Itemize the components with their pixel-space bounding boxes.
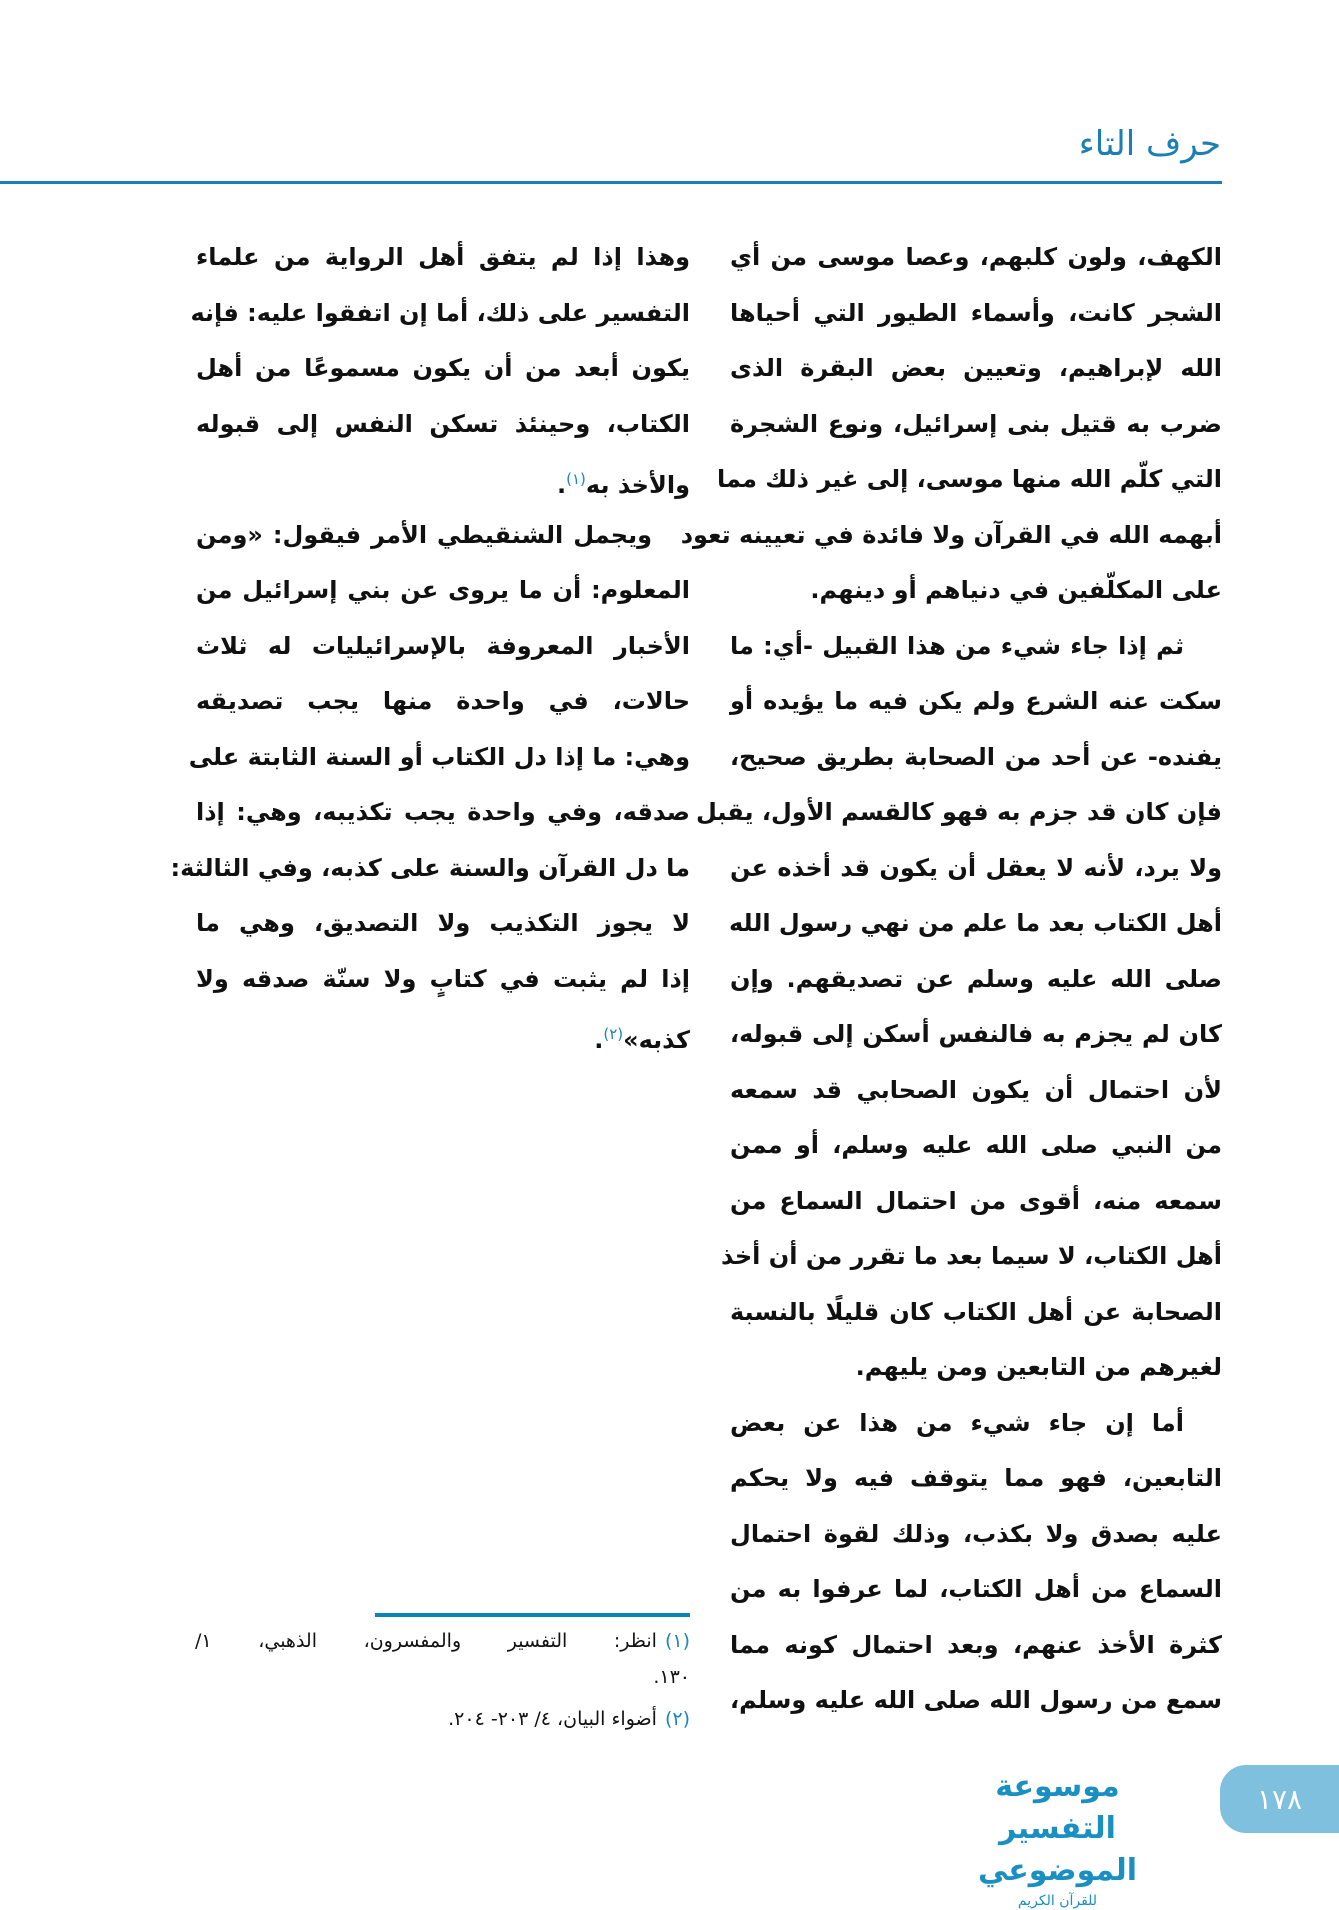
text-line <box>730 1007 1222 1063</box>
line-text: وهذا إذا لم يتفق أهل الرواية من علماء <box>196 243 690 271</box>
line-text: إذا لم يثبت في كتابٍ ولا سنّة صدقه ولا <box>196 964 690 993</box>
text-line <box>730 674 1222 730</box>
line-text: يفنده- عن أحد من الصحابة بطريق صحيح، <box>730 742 1222 771</box>
footnote-text: أضواء البيان، ٤/ ٢٠٣- ٢٠٤. <box>448 1708 657 1730</box>
text-line <box>170 841 690 897</box>
line-punctuation: . <box>556 471 567 499</box>
text-line <box>196 563 690 619</box>
text-line <box>196 896 690 952</box>
text-line <box>730 286 1222 342</box>
right-text-column <box>680 230 1222 1729</box>
text-line <box>730 397 1222 453</box>
text-line <box>730 563 1222 619</box>
text-line <box>716 452 1222 508</box>
line-text: كثرة الأخذ عنهم، وبعد احتمال كونه مما <box>730 1630 1222 1659</box>
text-line <box>196 785 690 841</box>
text-line <box>730 1285 1222 1341</box>
text-line <box>730 619 1222 675</box>
line-text: المعلوم: أن ما يروى عن بني إسرائيل من <box>196 576 690 604</box>
text-line <box>190 286 690 342</box>
text-line <box>196 952 690 1008</box>
line-text: ما دل القرآن والسنة على كذبه، وفي الثالثة: <box>170 853 690 882</box>
text-line <box>730 896 1222 952</box>
line-text: الكهف، ولون كلبهم، وعصا موسى من أي <box>730 243 1222 271</box>
page-number-badge: ١٧٨ <box>1220 1765 1339 1833</box>
line-text: الكتاب، وحينئذ تسكن النفس إلى قبوله <box>196 409 690 438</box>
line-text: التابعين، فهو مما يتوقف فيه ولا يحكم <box>730 1464 1222 1492</box>
line-text: لغيرهم من التابعين ومن يليهم. <box>855 1353 1222 1381</box>
text-line <box>196 674 690 730</box>
text-line <box>196 397 690 453</box>
line-text: الله لإبراهيم، وتعيين بعض البقرة الذى <box>730 354 1222 382</box>
line-text: عليه بصدق ولا بكذب، وذلك لقوة احتمال <box>730 1519 1222 1548</box>
line-text: ويجمل الشنقيطي الأمر فيقول: «ومن <box>196 520 652 549</box>
line-text: أهل الكتاب، لا سيما بعد ما تقرر من أن أخذ <box>721 1242 1222 1270</box>
footnote-reference[interactable]: (١) <box>566 470 586 488</box>
text-line <box>680 508 1222 564</box>
text-line <box>196 452 690 508</box>
line-text: الصحابة عن أهل الكتاب كان قليلًا بالنسبة <box>730 1297 1222 1326</box>
line-text: أبهمه الله في القرآن ولا فائدة في تعيينه تعود <box>680 520 1222 549</box>
logo-subtitle: للقرآن الكريم <box>1017 1893 1098 1909</box>
text-line <box>730 341 1222 397</box>
line-text: لا يجوز التكذيب ولا التصديق، وهي ما <box>196 909 690 937</box>
footnote-divider <box>375 1613 690 1617</box>
text-line <box>196 230 690 286</box>
footnote-1 <box>195 1630 690 1652</box>
text-line <box>730 1507 1222 1563</box>
encyclopedia-logo <box>935 1766 1180 1909</box>
text-line <box>730 1396 1222 1452</box>
text-line <box>730 1340 1222 1396</box>
text-line <box>730 952 1222 1008</box>
line-text: ولا يرد، لأنه لا يعقل أن يكون قد أخذه عن <box>730 853 1222 882</box>
line-text: السماع من أهل الكتاب، لما عرفوا به من <box>730 1575 1222 1603</box>
text-line <box>196 341 690 397</box>
text-line <box>730 730 1222 786</box>
line-text: كان لم يجزم به فالنفس أسكن إلى قبوله، <box>730 1020 1222 1048</box>
line-text: لأن احتمال أن يكون الصحابي قد سمعه <box>730 1075 1222 1104</box>
footnote-1-continuation: ١٣٠. <box>653 1666 690 1688</box>
line-text: كذبه» <box>623 1026 690 1054</box>
line-text: فإن كان قد جزم به فهو كالقسم الأول، يقبل <box>695 798 1222 826</box>
line-text: والأخذ به <box>585 471 690 499</box>
text-line <box>188 730 690 786</box>
line-text: وهي: ما إذا دل الكتاب أو السنة الثابتة على <box>188 742 690 771</box>
text-line <box>721 1229 1222 1285</box>
footnote-number: (١) <box>664 1630 690 1652</box>
line-text: يكون أبعد من أن يكون مسموعًا من أهل <box>196 354 690 382</box>
line-text: ضرب به قتيل بنى إسرائيل، ونوع الشجرة <box>730 409 1222 438</box>
left-text-column <box>170 230 690 1063</box>
line-text: التفسير على ذلك، أما إن اتفقوا عليه: فإنه <box>190 298 690 327</box>
line-text: الأخبار المعروفة بالإسرائيليات له ثلاث <box>196 631 690 660</box>
text-line <box>730 1174 1222 1230</box>
footnote-2 <box>195 1708 690 1730</box>
line-text: الشجر كانت، وأسماء الطيور التي أحياها <box>730 298 1222 327</box>
line-text: صدقه، وفي واحدة يجب تكذيبه، وهي: إذا <box>196 798 690 826</box>
text-line <box>730 841 1222 897</box>
text-line <box>730 1118 1222 1174</box>
line-text: سمعه منه، أقوى من احتمال السماع من <box>730 1186 1222 1215</box>
line-text: سكت عنه الشرع ولم يكن فيه ما يؤيده أو <box>730 687 1222 715</box>
line-text: سمع من رسول الله صلى الله عليه وسلم، <box>730 1686 1222 1714</box>
line-text: من النبي صلى الله عليه وسلم، أو ممن <box>730 1131 1222 1159</box>
line-punctuation: . <box>594 1026 604 1054</box>
footnote-reference[interactable]: (٢) <box>603 1025 624 1043</box>
text-line <box>730 1451 1222 1507</box>
text-line <box>196 1007 690 1063</box>
line-text: على المكلّفين في دنياهم أو دينهم. <box>810 576 1222 604</box>
logo-title: موسوعة التفسير الموضوعي <box>977 1769 1138 1888</box>
line-text: ثم إذا جاء شيء من هذا القبيل -أي: ما <box>730 631 1184 660</box>
text-line <box>695 785 1222 841</box>
line-text: صلى الله عليه وسلم عن تصديقهم. وإن <box>730 964 1222 993</box>
text-line <box>730 1063 1222 1119</box>
text-line <box>730 230 1222 286</box>
footnote-text: انظر: التفسير والمفسرون، الذهبي، ١/ <box>195 1630 657 1652</box>
line-text: حالات، في واحدة منها يجب تصديقه <box>196 687 690 715</box>
line-text: أهل الكتاب بعد ما علم من نهي رسول الله <box>728 909 1222 937</box>
header-divider <box>0 181 1222 184</box>
line-text: أما إن جاء شيء من هذا عن بعض <box>730 1408 1184 1437</box>
text-line <box>196 619 690 675</box>
text-line <box>730 1673 1222 1729</box>
text-line <box>730 1618 1222 1674</box>
footnote-number: (٢) <box>664 1708 690 1730</box>
text-line <box>730 1562 1222 1618</box>
chapter-title: حرف التاء <box>1078 124 1221 164</box>
line-text: التي كلّم الله منها موسى، إلى غير ذلك مما <box>716 465 1222 493</box>
text-line <box>196 508 690 564</box>
